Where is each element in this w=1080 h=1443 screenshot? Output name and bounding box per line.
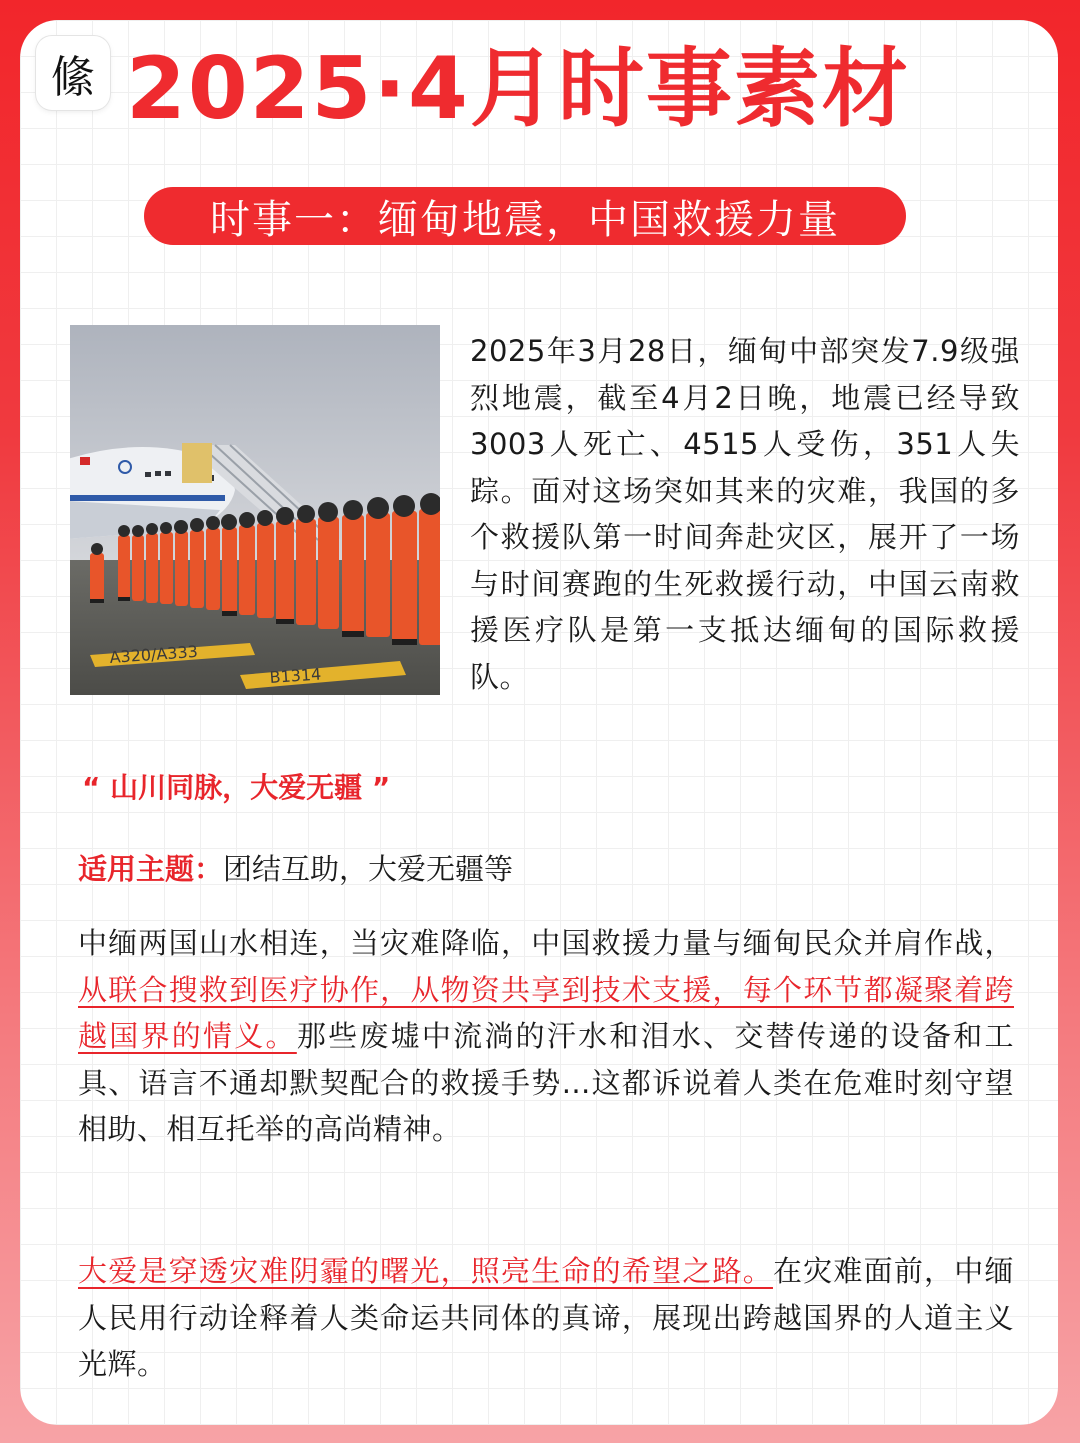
page-title: 2025·4月时事素材	[126, 39, 910, 139]
paragraph1-highlight: 从联合搜救到医疗协作，从物资共享到技术支援，每个环节都凝聚着跨越国界的情义。	[78, 972, 1014, 1053]
paragraph1-before: 中缅两国山水相连，当灾难降临，中国救援力量与缅甸民众并肩作战，	[78, 926, 1014, 960]
paragraph2-highlight: 大爱是穿透灾难阴霾的曙光，照亮生命的希望之路。	[78, 1254, 773, 1288]
logo	[36, 36, 110, 110]
theme-label: 适用主题：	[78, 852, 224, 886]
rescue-team-photo	[70, 325, 440, 695]
paragraph2-after: 在灾难面前，中缅人民用行动诠释着人类命运共同体的真谛，展现出跨越国界的人道主义光辉。	[78, 1254, 1014, 1381]
body-paragraph-2	[78, 1248, 1014, 1388]
topic-label: 时事一：缅甸地震，中国救援力量	[210, 196, 840, 243]
quote-heading: “ 山川同脉，大爱无疆 ”	[82, 771, 391, 804]
intro-paragraph: 2025年3月28日，缅甸中部突发7.9级强烈地震，截至4月2日晚，地震已经导致3003人死亡、4515人受伤，351人失踪。面对这场突如其来的灾难，我国的多个救援队第一时间奔赴灾区，展开了一场与时间赛跑的生死救援行动，中国云南救援医疗队是第一支抵达缅甸的国际救援队。	[470, 334, 1020, 694]
plane-code-text: B1314	[268, 664, 322, 687]
paragraph1-after: 那些废墟中流淌的汗水和泪水、交替传递的设备和工具、语言不通却默契配合的救援手势…这都诉说着人类在危难时刻守望相助、相互托举的高尚精神。	[78, 1019, 1014, 1146]
photo-illustration	[70, 325, 440, 695]
topic-banner	[144, 187, 906, 245]
theme-line	[78, 848, 513, 890]
body-paragraph-1	[78, 920, 1014, 1153]
logo-glyph: 絛	[51, 52, 95, 103]
marking-text: A320/A333	[108, 641, 199, 667]
theme-value: 团结互助，大爱无疆等	[223, 852, 514, 886]
content-card	[20, 20, 1058, 1425]
